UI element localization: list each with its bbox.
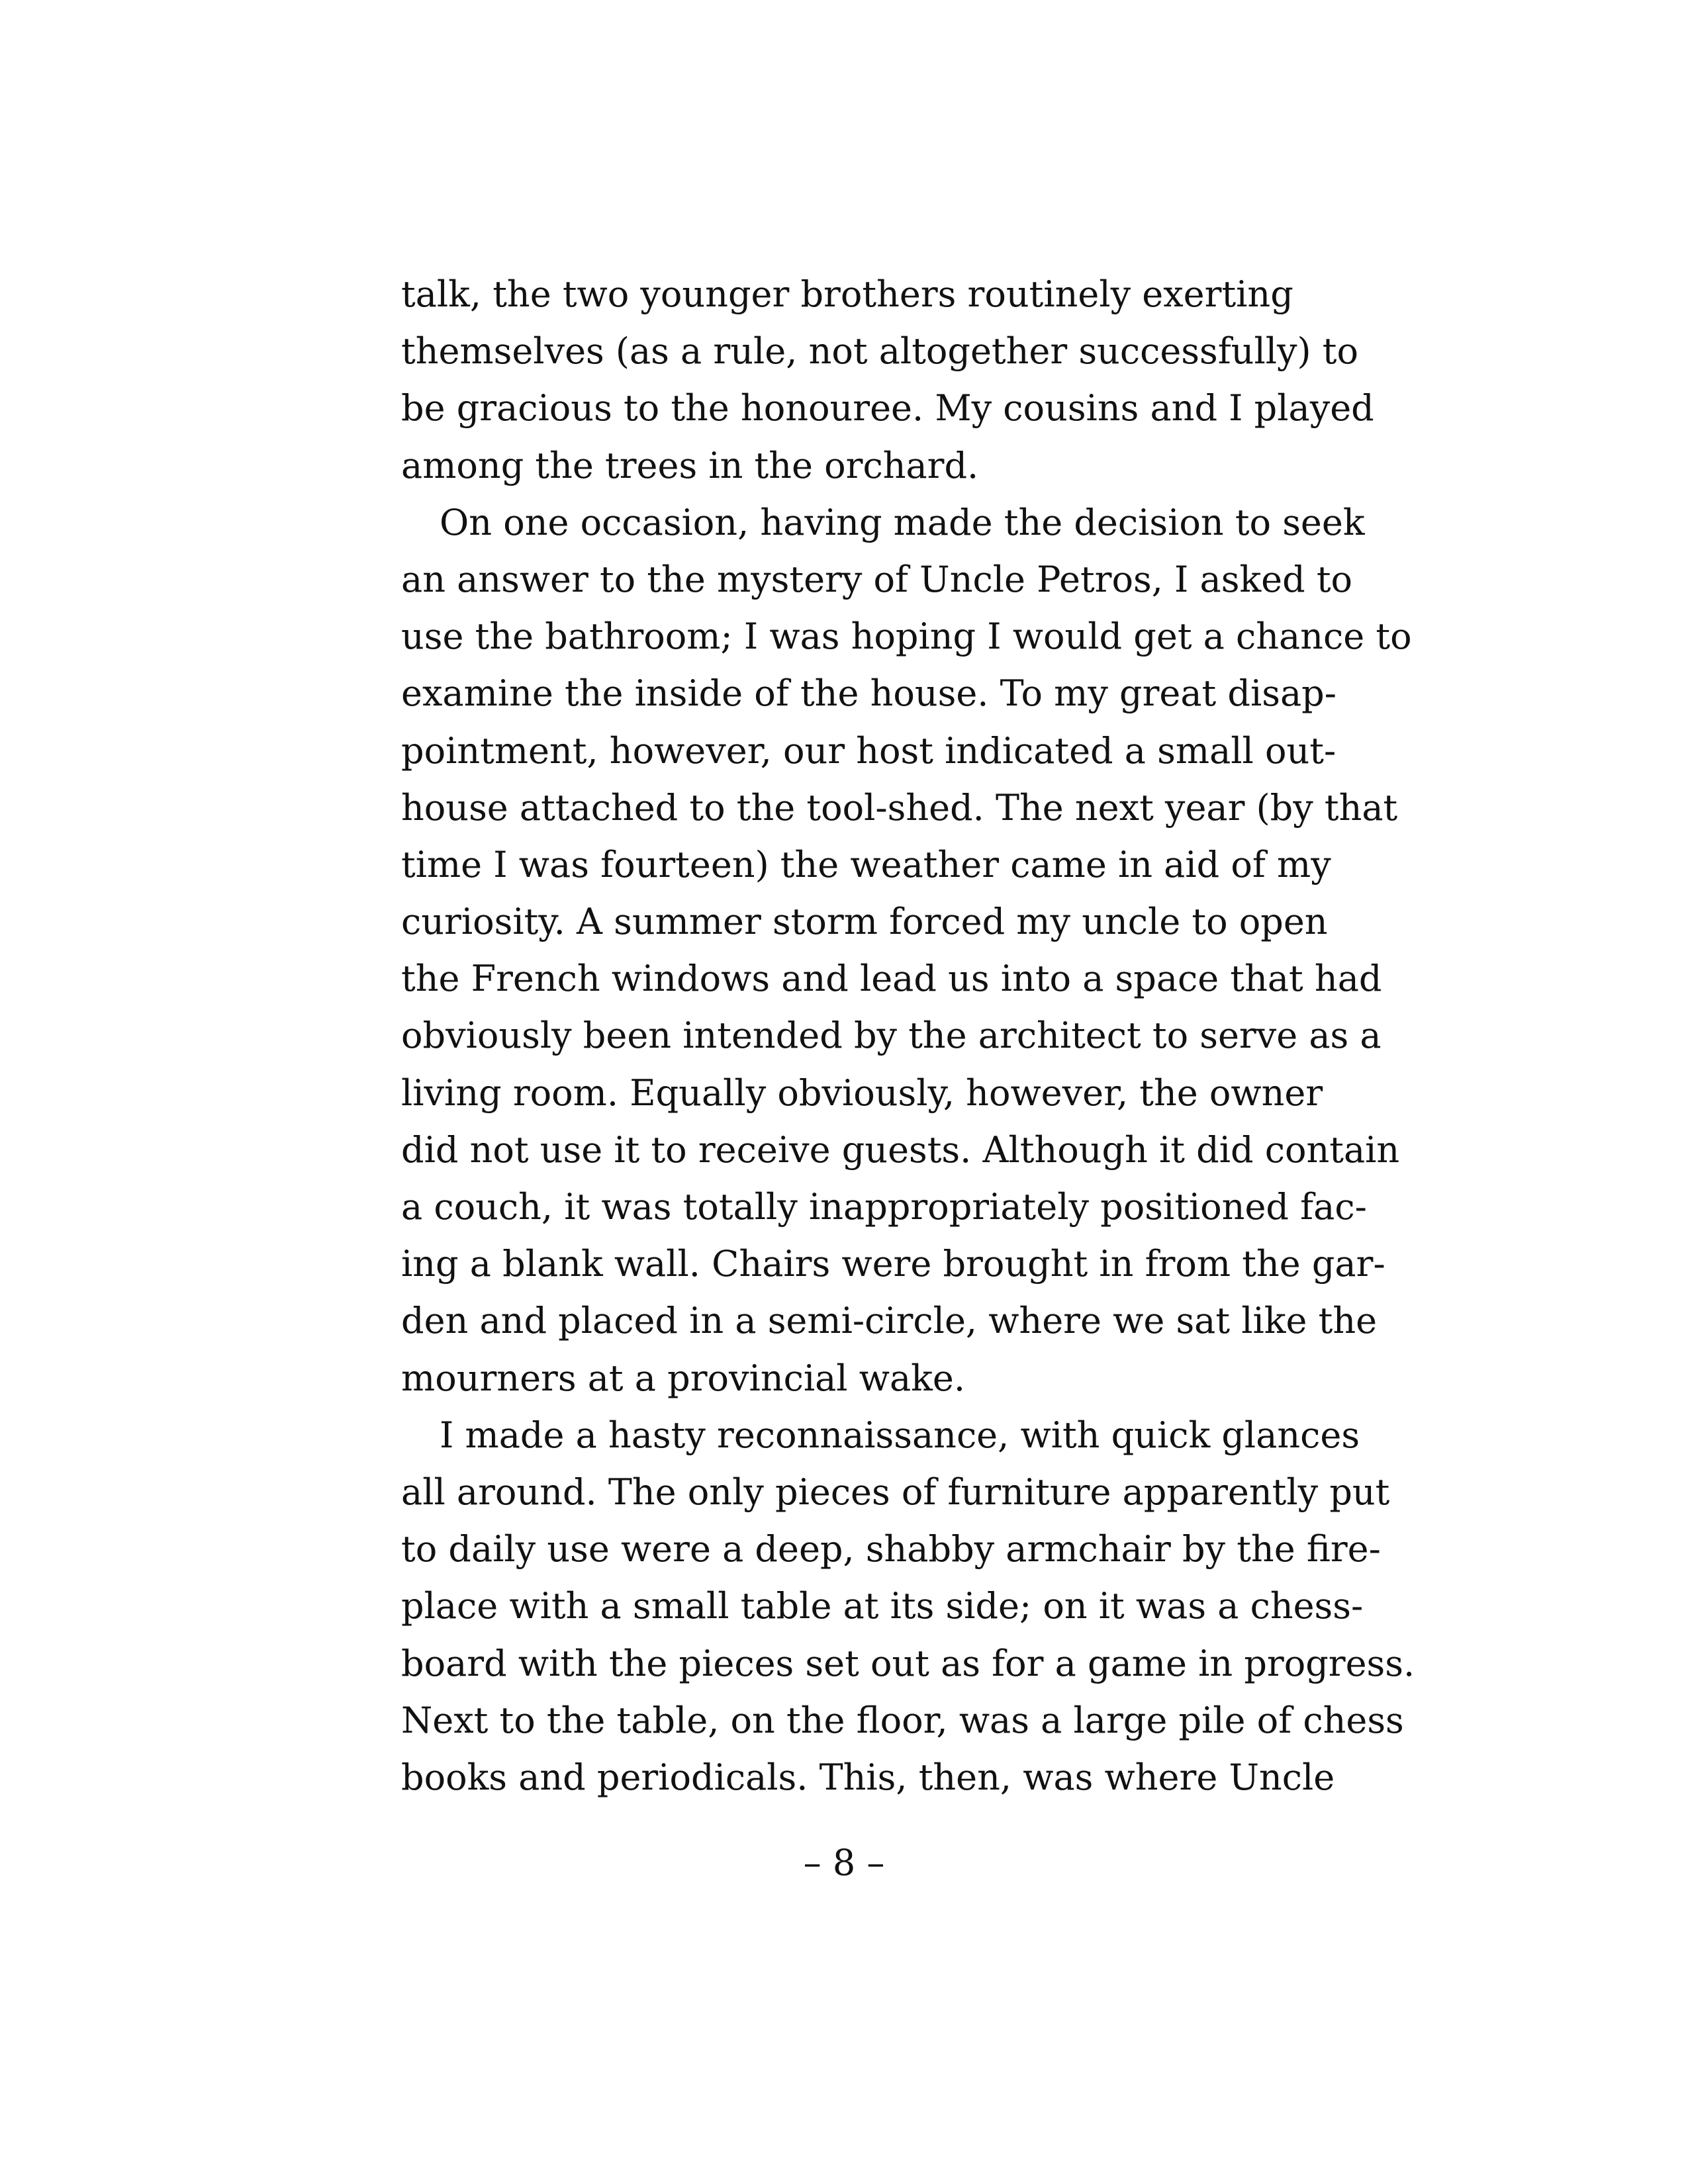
text-line: place with a small table at its side; on it was a chess- xyxy=(401,1585,1364,1627)
text-line: an answer to the mystery of Uncle Petros, I asked to xyxy=(401,558,1353,600)
paragraph-1 xyxy=(401,266,1374,494)
text-line: living room. Equally obviously, however, the owner xyxy=(401,1071,1323,1114)
text-line: themselves (as a rule, not altogether successfully) to xyxy=(401,330,1358,373)
text-line: mourners at a provincial wake. xyxy=(401,1357,966,1399)
text-line: pointment, however, our host indicated a small out- xyxy=(401,729,1336,772)
text-line: be gracious to the honouree. My cousins and I played xyxy=(401,387,1374,430)
text-line: I made a hasty reconnaissance, with quick glances xyxy=(440,1414,1360,1456)
text-line: talk, the two younger brothers routinely exerting xyxy=(401,273,1293,315)
page-number: – 8 – xyxy=(803,1842,885,1884)
text-line: den and placed in a semi-circle, where we sat like the xyxy=(401,1300,1378,1342)
text-line: Next to the table, on the floor, was a large pile of chess xyxy=(401,1699,1404,1741)
text-line: ing a blank wall. Chairs were brought in from the gar- xyxy=(401,1243,1385,1285)
text-line: a couch, it was totally inappropriately positioned fac- xyxy=(401,1186,1367,1228)
text-line: examine the inside of the house. To my great disap- xyxy=(401,672,1336,715)
text-line: board with the pieces set out as for a game in progress. xyxy=(401,1642,1415,1684)
text-line: curiosity. A summer storm forced my uncle to open xyxy=(401,901,1328,943)
text-line: books and periodicals. This, then, was where Uncle xyxy=(401,1756,1335,1798)
text-line: obviously been intended by the architect to serve as a xyxy=(401,1015,1382,1057)
body-text xyxy=(401,266,1415,1806)
text-line: among the trees in the orchard. xyxy=(401,444,979,486)
text-line: did not use it to receive guests. Although it did contain xyxy=(401,1128,1400,1171)
paragraph-2 xyxy=(401,494,1412,1407)
text-line: use the bathroom; I was hoping I would get a chance to xyxy=(401,615,1412,658)
text-line: all around. The only pieces of furniture apparently put xyxy=(401,1471,1390,1513)
paragraph-3 xyxy=(401,1407,1415,1806)
text-line: house attached to the tool-shed. The next year (by that xyxy=(401,786,1398,829)
text-line: time I was fourteen) the weather came in aid of my xyxy=(401,843,1331,886)
text-line: the French windows and lead us into a space that had xyxy=(401,958,1382,1000)
text-line: to daily use were a deep, shabby armchair by the fire- xyxy=(401,1528,1381,1570)
text-line: On one occasion, having made the decision to seek xyxy=(440,501,1365,543)
